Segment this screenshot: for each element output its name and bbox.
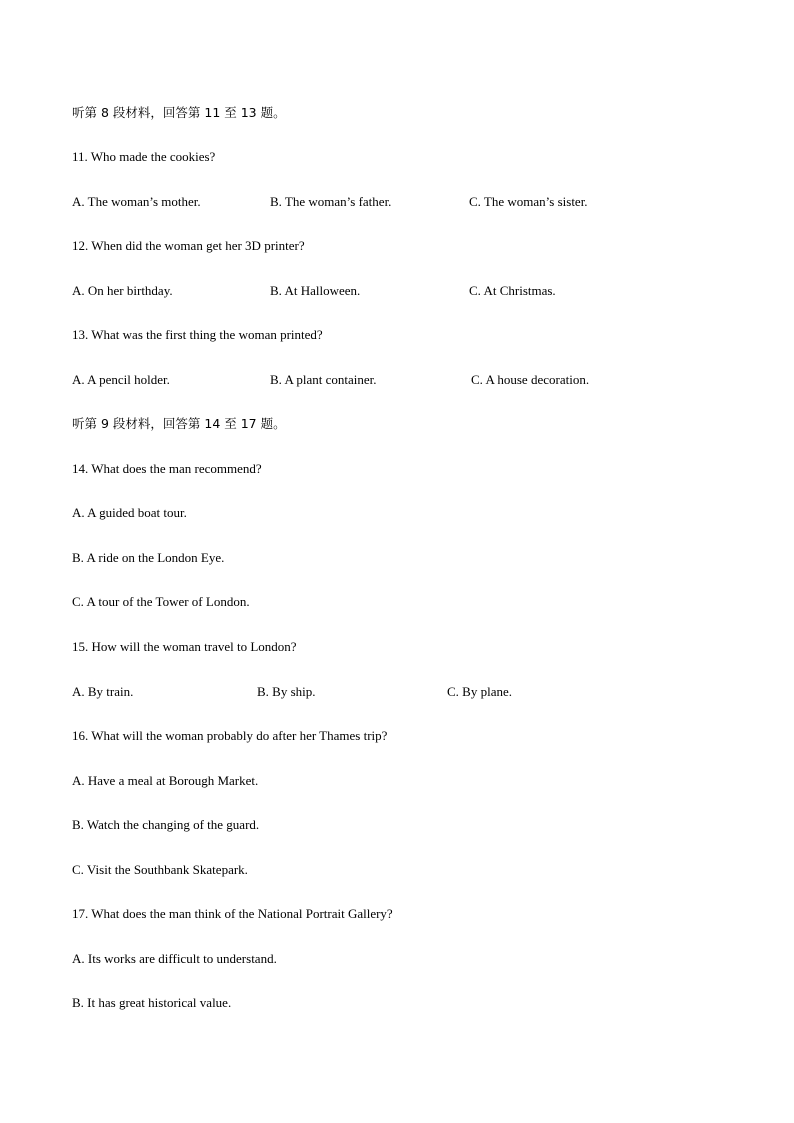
question-14-option-a: A. A guided boat tour. xyxy=(72,505,187,520)
question-11-option-a: A. The woman’s mother. xyxy=(72,194,201,209)
question-12-stem: 12. When did the woman get her 3D printer? xyxy=(72,238,305,253)
question-14-stem: 14. What does the man recommend? xyxy=(72,461,262,476)
question-15-stem: 15. How will the woman travel to London? xyxy=(72,639,297,654)
question-14-option-b: B. A ride on the London Eye. xyxy=(72,550,225,565)
question-13-option-a: A. A pencil holder. xyxy=(72,372,170,387)
question-16-option-a: A. Have a meal at Borough Market. xyxy=(72,773,259,788)
question-16-stem: 16. What will the woman probably do after her Thames trip? xyxy=(72,728,388,743)
question-13-option-b: B. A plant container. xyxy=(270,372,377,387)
question-16-option-b: B. Watch the changing of the guard. xyxy=(72,817,260,832)
question-17-stem: 17. What does the man think of the National Portrait Gallery? xyxy=(72,906,393,921)
question-15-option-b: B. By ship. xyxy=(257,684,316,699)
question-13-option-c: C. A house decoration. xyxy=(471,372,590,387)
section-heading-9: 听第 9 段材料，回答第 14 至 17 题。 xyxy=(72,416,286,431)
question-15-option-c: C. By plane. xyxy=(447,684,512,699)
question-17-option-b: B. It has great historical value. xyxy=(72,995,232,1010)
question-12-option-c: C. At Christmas. xyxy=(469,283,556,298)
question-17-option-a: A. Its works are difficult to understand. xyxy=(72,951,277,966)
question-12-option-a: A. On her birthday. xyxy=(72,283,173,298)
section-heading-8: 听第 8 段材料，回答第 11 至 13 题。 xyxy=(72,105,286,120)
question-13-stem: 13. What was the first thing the woman printed? xyxy=(72,327,323,342)
question-14-option-c: C. A tour of the Tower of London. xyxy=(72,594,250,609)
question-12-option-b: B. At Halloween. xyxy=(270,283,361,298)
question-11-option-b: B. The woman’s father. xyxy=(270,194,392,209)
question-11-option-c: C. The woman’s sister. xyxy=(469,194,588,209)
question-11-stem: 11. Who made the cookies? xyxy=(72,149,216,164)
question-15-option-a: A. By train. xyxy=(72,684,134,699)
question-16-option-c: C. Visit the Southbank Skatepark. xyxy=(72,862,248,877)
